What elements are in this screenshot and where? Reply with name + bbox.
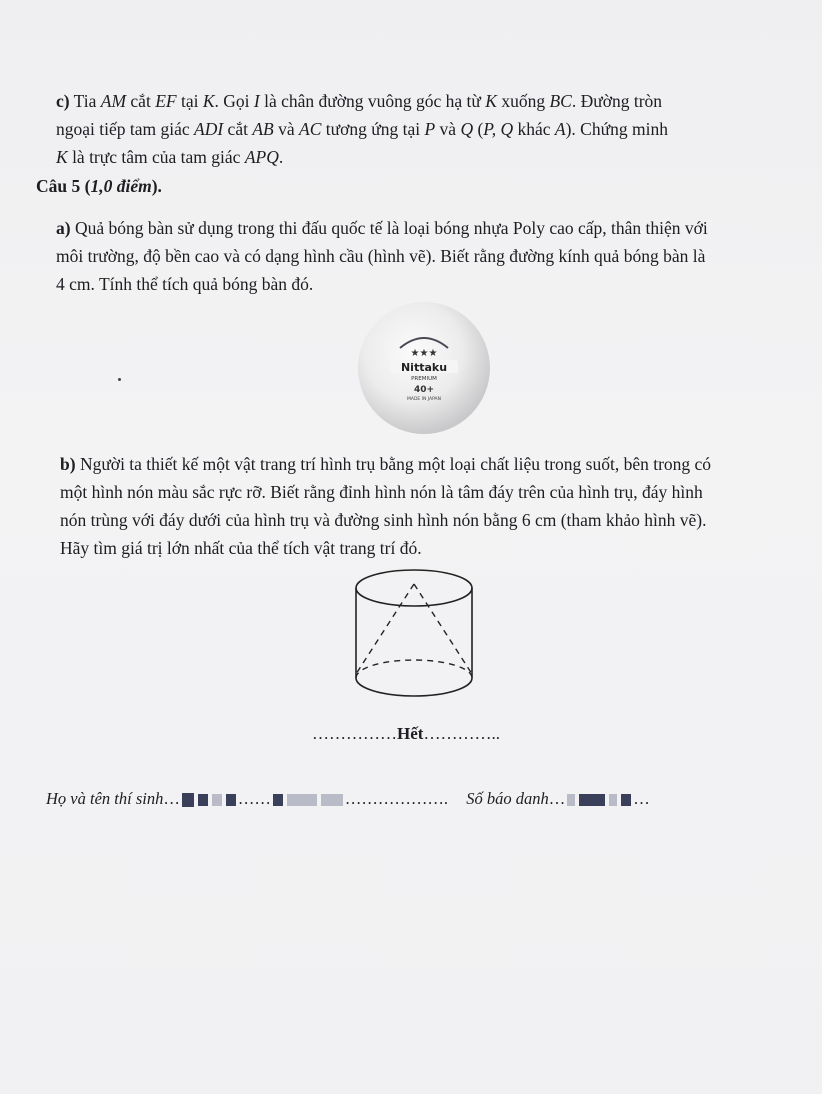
ball-stars: ★★★ — [410, 348, 438, 359]
redacted-name-block-4 — [226, 794, 236, 806]
redacted-id-block-4 — [621, 794, 631, 806]
part-c-line-3: K là trực tâm của tam giác APQ. — [56, 147, 284, 167]
part-a-line-2: môi trường, độ bền cao và có dạng hình cầu (hình vẽ). Biết rằng đường kính quả bóng bàn là — [56, 246, 706, 266]
cylinder-bottom-back — [356, 660, 472, 678]
ball-made: MADE IN JAPAN — [406, 397, 442, 402]
ball-graphic — [356, 298, 496, 438]
cylinder-cone-diagram — [348, 562, 480, 712]
redacted-name-block-1 — [182, 793, 194, 807]
cylinder-top-ellipse — [356, 570, 472, 606]
question-5-heading: Câu 5 (1,0 điểm). — [36, 176, 162, 196]
redacted-name-block-6 — [287, 794, 317, 806]
candidate-name-label: Họ và tên thí sinh — [46, 789, 164, 808]
end-marker: ……………Hết………….. — [312, 724, 500, 743]
redacted-id-block-1 — [567, 794, 575, 806]
redacted-name-block-2 — [198, 794, 208, 806]
redacted-id-block-2 — [579, 794, 605, 806]
redacted-name-block-5 — [273, 794, 283, 806]
part-b-line-1: b) Người ta thiết kế một vật trang trí hình trụ bằng một loại chất liệu trong suốt, bên trong có — [60, 454, 712, 474]
part-c-line-2: ngoại tiếp tam giác ADI cắt AB và AC tương ứng tại P và Q (P, Q khác A). Chứng minh — [56, 119, 668, 139]
part-b-text — [60, 450, 820, 562]
part-a-line-3: 4 cm. Tính thể tích quả bóng bàn đó. — [56, 274, 314, 294]
redacted-id-block-3 — [609, 794, 617, 806]
part-a-line-1: a) Quả bóng bàn sử dụng trong thi đấu quốc tế là loại bóng nhựa Poly cao cấp, thân thiện với — [56, 218, 708, 238]
part-b-line-2: một hình nón màu sắc rực rỡ. Biết rằng đỉnh hình nón là tâm đáy trên của hình trụ, đáy hình — [60, 482, 703, 502]
ball-brand: Nittaku — [400, 361, 448, 374]
cylinder-bottom-front — [356, 678, 472, 696]
part-b-line-4: Hãy tìm giá trị lớn nhất của thể tích vật trang trí đó. — [60, 538, 422, 558]
cylinder-cone-graphic — [348, 562, 480, 712]
redacted-name-block-3 — [212, 794, 222, 806]
part-b-line-3: nón trùng với đáy dưới của hình trụ và đường sinh hình nón bằng 6 cm (tham khảo hình vẽ). — [60, 510, 707, 530]
speck-mark — [118, 378, 121, 381]
redacted-name-block-7 — [321, 794, 343, 806]
part-c-line-1: c) Tia AM cắt EF tại K. Gọi I là chân đường vuông góc hạ từ K xuống BC. Đường tròn — [56, 91, 663, 111]
part-a-text — [56, 214, 816, 298]
ball-grade: PREMIUM — [411, 376, 437, 382]
candidate-info-row: Họ và tên thí sinh… …… ………………. Số báo danh… … — [46, 789, 650, 808]
ball-size: 40+ — [413, 385, 435, 395]
candidate-id-label: Số báo danh — [466, 789, 549, 808]
part-c-text — [56, 87, 816, 171]
ping-pong-ball-image — [356, 298, 496, 438]
